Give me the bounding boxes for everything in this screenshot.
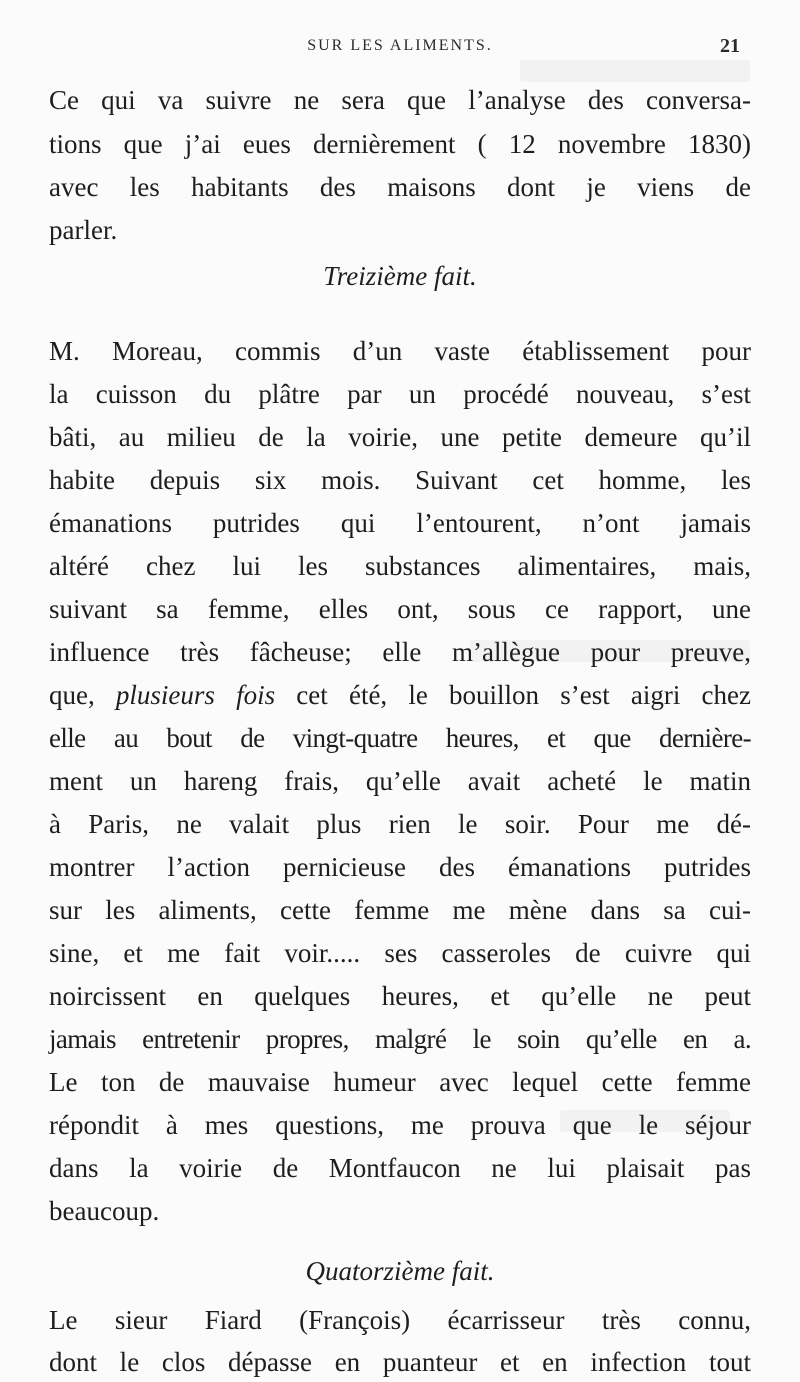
text-line: altéré chez lui les substances alimentaires, mais, (49, 551, 751, 581)
text-line: tions que j’ai eues dernièrement ( 12 novembre 1830) (49, 129, 751, 159)
text-line: à Paris, ne valait plus rien le soir. Pour me dé- (49, 809, 751, 839)
text-line: M. Moreau, commis d’un vaste établissement pour (49, 336, 751, 366)
text-line: ment un hareng frais, qu’elle avait acheté le matin (49, 766, 751, 796)
text-line: dont le clos dépasse en puanteur et en infection tout (49, 1347, 751, 1377)
section-heading: Treizième fait. (323, 261, 477, 291)
italic-emphasis: plusieurs fois (115, 680, 276, 710)
text-line: répondit à mes questions, me prouva que le séjour (49, 1110, 751, 1140)
text-line: Le ton de mauvaise humeur avec lequel cette femme (49, 1067, 751, 1097)
text-line: émanations putrides qui l’entourent, n’ont jamais (49, 508, 751, 538)
text-line: bâti, au milieu de la voirie, une petite demeure qu’il (49, 422, 751, 452)
text-line: sur les aliments, cette femme me mène dans sa cui- (49, 895, 751, 925)
text-line: avec les habitants des maisons dont je viens de (49, 172, 751, 202)
section-heading: Quatorzième fait. (305, 1256, 495, 1286)
text-line: montrer l’action pernicieuse des émanations putrides (49, 852, 751, 882)
text-line: jamais entretenir propres, malgré le soin qu’elle en a. (49, 1024, 751, 1054)
show-through-mark (520, 60, 750, 82)
text-run: que, (49, 680, 116, 710)
text-line: elle au bout de vingt-quatre heures, et que dernière- (49, 723, 751, 753)
text-run: cet été, le bouillon s’est aigri chez (275, 680, 751, 710)
text-line: parler. (49, 215, 118, 245)
text-line: habite depuis six mois. Suivant cet homme, les (49, 465, 751, 495)
text-line: beaucoup. (49, 1196, 160, 1226)
text-line: dans la voirie de Montfaucon ne lui plaisait pas (49, 1153, 751, 1183)
text-line: influence très fâcheuse; elle m’allègue pour preuve, (49, 637, 751, 667)
text-line (49, 675, 751, 715)
text-line: Le sieur Fiard (François) écarrisseur très connu, (49, 1305, 751, 1335)
text-line: la cuisson du plâtre par un procédé nouveau, s’est (49, 379, 751, 409)
text-line: noircissent en quelques heures, et qu’elle ne peut (49, 981, 751, 1011)
text-line: sine, et me fait voir..... ses casseroles de cuivre qui (49, 938, 751, 968)
running-header: SUR LES ALIMENTS. (307, 37, 493, 54)
text-line: Ce qui va suivre ne sera que l’analyse des conversa- (49, 85, 751, 115)
page-number: 21 (720, 35, 740, 57)
text-line: suivant sa femme, elles ont, sous ce rapport, une (49, 594, 751, 624)
